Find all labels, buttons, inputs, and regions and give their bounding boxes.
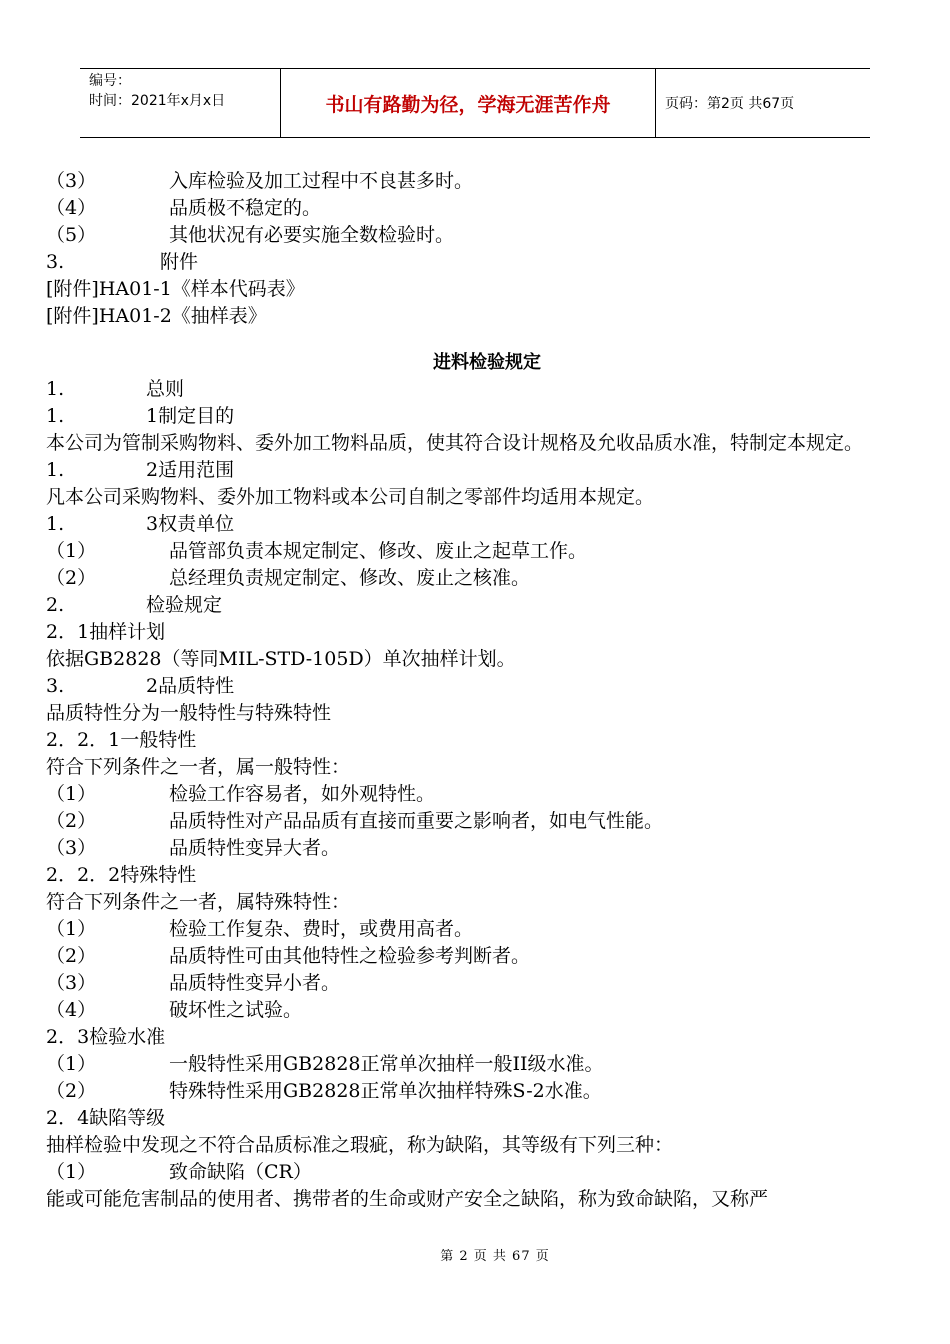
list-item: （1） 检验工作复杂、费时，或费用高者。 [46, 918, 474, 940]
header-motto: 书山有路勤为径，学海无涯苦作舟 [281, 69, 656, 137]
paragraph: 凡本公司采购物料、委外加工物料或本公司自制之零部件均适用本规定。 [46, 486, 655, 508]
section-heading: 1. 总则 [46, 378, 185, 400]
section-heading: 1. 2适用范围 [46, 459, 235, 481]
page-footer: 第 2 页 共 67 页 [440, 1249, 550, 1264]
header-info-cell [80, 69, 281, 137]
list-item: （2） 总经理负责规定制定、修改、废止之核准。 [46, 567, 531, 589]
list-item: （5） 其他状况有必要实施全数检验时。 [46, 224, 455, 246]
list-item: （1） 一般特性采用GB2828正常单次抽样一般II级水准。 [46, 1053, 604, 1075]
section-heading: 2．1抽样计划 [46, 621, 166, 643]
list-item: （2） 品质特性对产品品质有直接而重要之影响者，如电气性能。 [46, 810, 664, 832]
paragraph: 抽样检验中发现之不符合品质标准之瑕疵，称为缺陷，其等级有下列三种： [46, 1134, 674, 1156]
paragraph: 依据GB2828（等同MIL-STD-105D）单次抽样计划。 [46, 648, 516, 670]
paragraph: 能或可能危害制品的使用者、携带者的生命或财产安全之缺陷，称为致命缺陷，又称严 [46, 1188, 769, 1210]
attachment-item: [附件]HA01-2《抽样表》 [46, 305, 267, 327]
list-item: （4） 品质极不稳定的。 [46, 197, 322, 219]
section-heading: 3. 2品质特性 [46, 675, 235, 697]
document-body [46, 168, 908, 1213]
list-item: （1） 致命缺陷（CR） [46, 1161, 312, 1183]
paragraph: 符合下列条件之一者，属特殊特性： [46, 891, 351, 913]
section-heading: 2．3检验水准 [46, 1026, 166, 1048]
number-label: 编号： [89, 73, 131, 89]
document-title: 进料检验规定 [433, 352, 541, 373]
paragraph: 本公司为管制采购物料、委外加工物料品质，使其符合设计规格及允收品质水准，特制定本规定。 [46, 432, 864, 454]
time-label: 时间：2021年x月x日 [89, 93, 226, 109]
paragraph: 符合下列条件之一者，属一般特性： [46, 756, 351, 778]
paragraph: 品质特性分为一般特性与特殊特性 [46, 702, 332, 724]
section-heading: 2．2．1一般特性 [46, 729, 197, 751]
list-item: （1） 品管部负责本规定制定、修改、废止之起草工作。 [46, 540, 588, 562]
list-item: （2） 品质特性可由其他特性之检验参考判断者。 [46, 945, 531, 967]
header-page-info: 页码：第2页 共67页 [665, 96, 795, 112]
list-item: （2） 特殊特性采用GB2828正常单次抽样特殊S-2水准。 [46, 1080, 602, 1102]
page-header [80, 68, 870, 138]
list-item: （1） 检验工作容易者，如外观特性。 [46, 783, 436, 805]
list-item: （4） 破坏性之试验。 [46, 999, 303, 1021]
section-heading: 2．4缺陷等级 [46, 1107, 166, 1129]
section-heading: 2．2．2特殊特性 [46, 864, 197, 886]
list-item: （3） 品质特性变异小者。 [46, 972, 341, 994]
section-heading: 1. 3权责单位 [46, 513, 235, 535]
list-item: （3） 入库检验及加工过程中不良甚多时。 [46, 170, 474, 192]
attachment-item: [附件]HA01-1《样本代码表》 [46, 278, 305, 300]
attachments-heading: 3. 附件 [46, 251, 199, 273]
list-item: （3） 品质特性变异大者。 [46, 837, 341, 859]
section-heading: 1. 1制定目的 [46, 405, 235, 427]
section-heading: 2. 检验规定 [46, 594, 223, 616]
